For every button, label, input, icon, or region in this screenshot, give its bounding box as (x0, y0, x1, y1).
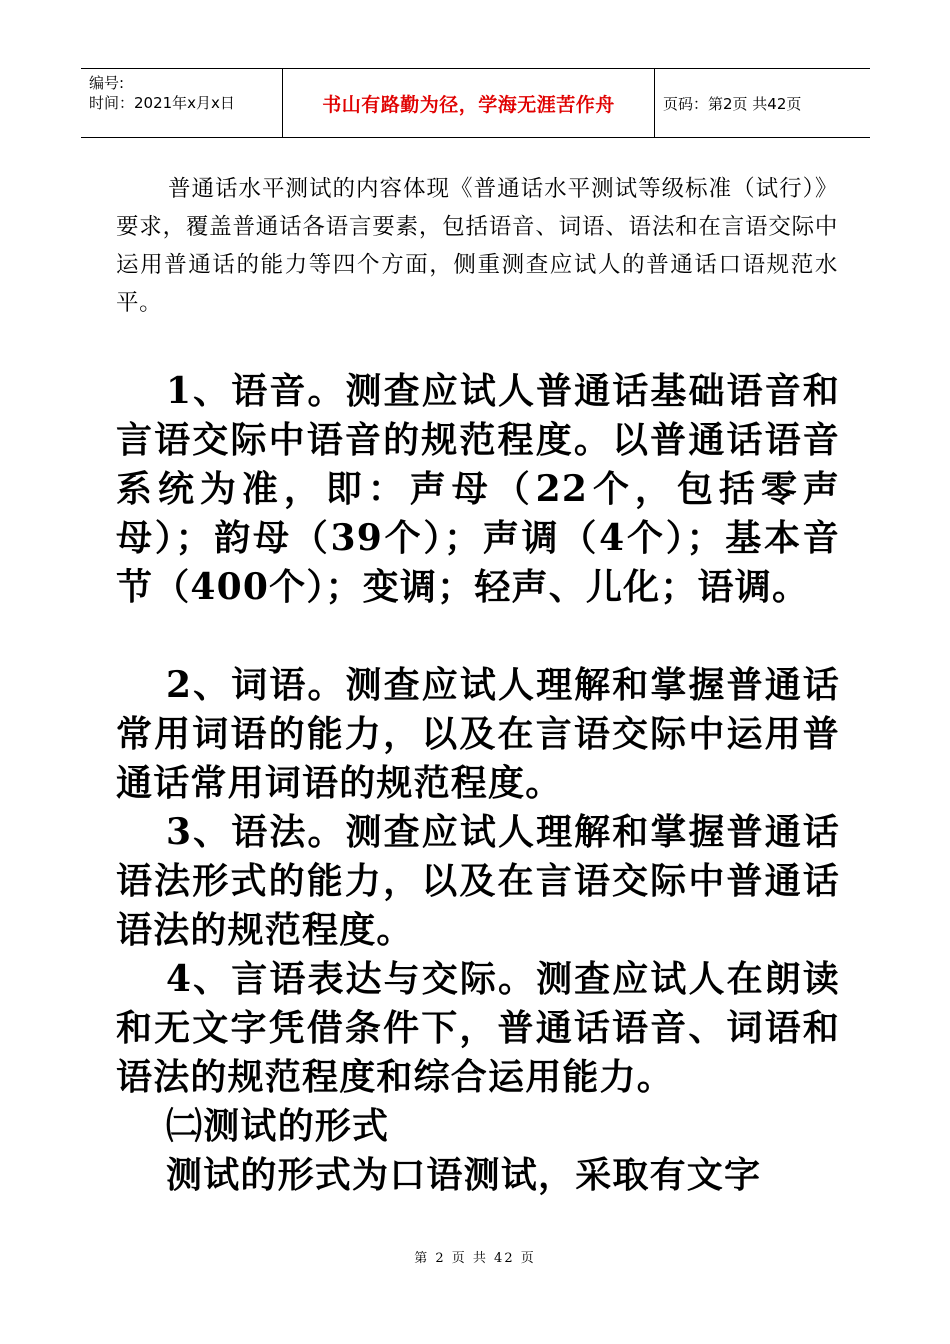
header-page-info: 页码：第2页 共42页 (663, 94, 802, 113)
time-label: 时间：2021年x月x日 (89, 94, 235, 112)
header-motto: 书山有路勤为径，学海无涯苦作舟 (283, 69, 655, 137)
section-heading-test-form: ㈡测试的形式 (166, 1105, 390, 1147)
header-meta (81, 69, 283, 137)
page-header (81, 68, 870, 138)
section-grammar: 3、语法。测查应试人理解和掌握普通话语法形式的能力，以及在言语交际中普通话语法的规范程度。 (116, 811, 840, 951)
section-test-form-text: 测试的形式为口语测试，采取有文字 (166, 1154, 762, 1196)
intro-paragraph: 普通话水平测试的内容体现《普通话水平测试等级标准（试行）》要求，覆盖普通话各语言要素，包括语音、词语、语法和在言语交际中运用普通话的能力等四个方面，侧重测查应试人的普通话口语规范水平。 (116, 176, 838, 316)
section-expression: 4、言语表达与交际。测查应试人在朗读和无文字凭借条件下，普通话语音、词语和语法的规范程度和综合运用能力。 (116, 958, 840, 1098)
page-footer: 第 2 页 共 42 页 (414, 1251, 536, 1266)
section-vocabulary: 2、词语。测查应试人理解和掌握普通话常用词语的能力，以及在言语交际中运用普通话常用词语的规范程度。 (116, 664, 840, 804)
section-pronunciation: 1、语音。测查应试人普通话基础语音和言语交际中语音的规范程度。以普通话语音系统为准，即：声母（22个，包括零声母）；韵母（39个）；声调（4个）；基本音节（400个）；变调；轻声、儿化；语调。 (116, 370, 840, 608)
number-label: 编号: (89, 74, 125, 92)
